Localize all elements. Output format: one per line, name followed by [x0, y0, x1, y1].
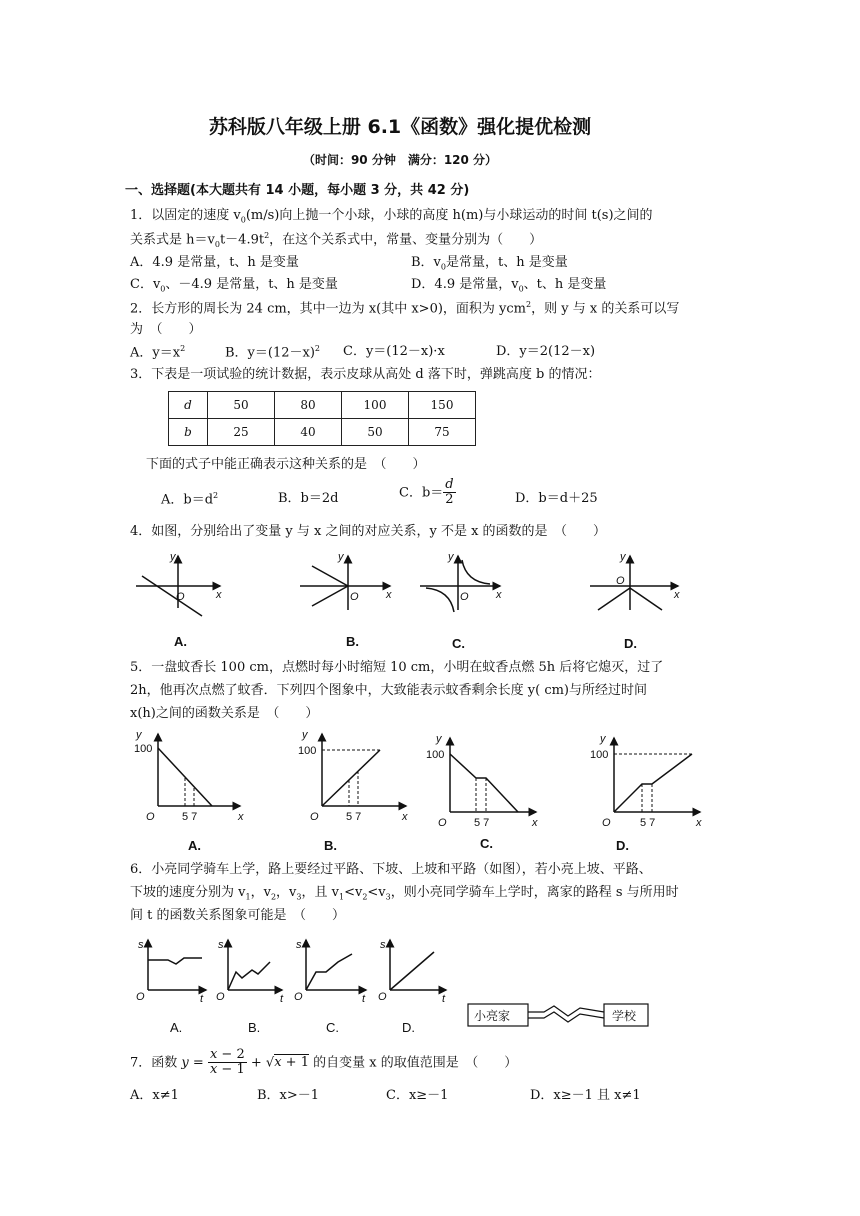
q2-text: 2．长方形的周长为 24 cm，其中一边为 x(其中 x>0)，面积为 ycm — [130, 301, 527, 317]
q1-text: (m/s)向上抛一个小球，小球的高度 h(m)与小球运动的时间 t(s)之间的 — [245, 208, 653, 223]
q3-line2: 下面的式子中能正确表示这种关系的是 （ ） — [146, 457, 426, 472]
axis-label: s — [218, 939, 224, 951]
axis-label: s — [296, 939, 302, 951]
axis-label: y — [620, 551, 626, 563]
y-100-label: 100 — [298, 745, 317, 757]
q2-option-b: B．$y=(12-x)^2$ — [225, 344, 321, 361]
table-row — [169, 419, 476, 446]
axis-label: s — [138, 939, 144, 951]
axis-label: y — [600, 733, 606, 745]
fraction: $\frac{x - 2}{x - 1}$ — [209, 1047, 245, 1078]
q5-line1: 5．一盘蚊香长 100 cm，点燃时每小时缩短 10 cm，小明在蚊香点燃 5h 后将它熄灭，过了 — [130, 660, 664, 675]
axis-label: t — [362, 993, 366, 1005]
q7-option-a: A．x≠1 — [130, 1088, 179, 1103]
q7-option-c: C．x≥－1 — [386, 1088, 449, 1103]
q5-graphs — [130, 728, 730, 858]
q1-option-d-text: 、t、h 是变量 — [523, 277, 607, 292]
axis-label: x — [402, 811, 408, 823]
q5-line3: x(h)之间的函数关系是 （ ） — [130, 706, 319, 721]
graph-d-label: D. — [402, 1020, 415, 1035]
q1-option-c-text: C．v — [130, 277, 161, 292]
graph-b-label: B. — [324, 838, 337, 853]
graph-c — [420, 556, 500, 612]
axis-label: y — [448, 551, 454, 563]
fraction-denominator: 2 — [445, 492, 454, 508]
graph-a-label: A. — [170, 1020, 183, 1035]
q1-option-d: D．4.9 是常量，$v_0$、t、h 是变量 — [411, 277, 607, 294]
q6-line1: 6．小亮同学骑车上学，路上要经过平路、下坡、上坡和平路（如图），若小亮上坡、平路、 — [130, 862, 652, 877]
axis-label: x — [238, 811, 244, 823]
q6-text: ，则小亮同学骑车上学时，离家的路程 s 与所用时 — [390, 885, 679, 900]
q1-option-b: B．$v_0$是常量，t、h 是变量 — [411, 255, 568, 272]
q6-text: <v — [344, 885, 363, 900]
q1-option-c-text: 、－4.9 是常量，t、h 是变量 — [165, 277, 338, 292]
axis-label: s — [380, 939, 386, 951]
q7-text: 的自变量 x 的取值范围是 （ ） — [313, 1055, 518, 1071]
q1-option-b-text: 是常量，t、h 是变量 — [446, 255, 568, 270]
table-cell: 150 — [409, 392, 476, 419]
table-cell: b — [169, 419, 208, 446]
origin-label: O — [136, 991, 145, 1003]
page-title: 苏科版八年级上册 6.1《函数》强化提优检测 — [208, 116, 592, 138]
tick-labels: 5 7 — [346, 811, 362, 823]
origin-label: O — [294, 991, 303, 1003]
axis-label: y — [170, 551, 176, 563]
table-cell: d — [169, 392, 208, 419]
q6-line3: 间 t 的函数关系图象可能是 （ ） — [130, 908, 345, 923]
axis-label: t — [200, 993, 204, 1005]
q6-text: ，且 v — [301, 885, 339, 900]
q1-text: 关系式是 h＝v — [130, 232, 215, 248]
section-heading: 一、选择题(本大题共有 14 小题，每小题 3 分，共 42 分) — [125, 183, 470, 198]
graph-c-label: C. — [452, 636, 465, 651]
q2-option-a: A．$y=x^2$ — [130, 344, 186, 361]
table-cell: 75 — [409, 419, 476, 446]
table-cell: 40 — [275, 419, 342, 446]
y-100-label: 100 — [134, 743, 153, 755]
q2-option-a-text: A．y＝x — [130, 345, 181, 361]
graph-d-label: D. — [624, 636, 637, 651]
q2-option-d: D．y＝2(12－x) — [496, 344, 596, 359]
origin-label: O — [460, 591, 469, 603]
q3-data-table — [168, 391, 476, 446]
origin-label: O — [616, 575, 625, 587]
q1-text: ，在这个关系式中，常量、变量分别为（ ） — [269, 232, 543, 248]
axis-label: x — [216, 589, 222, 601]
table-cell: 100 — [342, 392, 409, 419]
q1-line2: 关系式是 $h=v_0t-4.9t^2$，在这个关系式中，常量、变量分别为（ ） — [130, 231, 543, 249]
axis-label: x — [496, 589, 502, 601]
graph-c-label: C. — [480, 836, 493, 851]
origin-label: O — [602, 817, 611, 829]
axis-label: t — [442, 993, 446, 1005]
q2-option-c: C．y＝(12－x)·x — [343, 344, 445, 359]
q1-text: t－4.9t — [219, 232, 265, 248]
axis-label: y — [302, 729, 308, 741]
q6-text: ，v — [250, 885, 271, 900]
page-subtitle: （时间：90 分钟 满分：120 分） — [302, 153, 498, 167]
axis-label: x — [386, 589, 392, 601]
q1-option-a: A．4.9 是常量，t、h 是变量 — [130, 255, 299, 270]
y-100-label: 100 — [426, 749, 445, 761]
fraction-numerator: d — [445, 477, 454, 492]
tick-labels: 5 7 — [474, 817, 490, 829]
q7-line1: 7．函数 y = $\frac{x - 2}{x - 1}$ + √x + 1 的自变量 x 的取值范围是 （ ） — [130, 1047, 518, 1078]
q3-option-d: D．b＝d＋25 — [515, 491, 598, 506]
q4-line1: 4．如图，分别给出了变量 y 与 x 之间的对应关系，y 不是 x 的函数的是 （ ） — [130, 524, 607, 539]
q7-option-d: D．x≥－1 且 x≠1 — [530, 1088, 641, 1103]
q6-line2: 下坡的速度分别为 $v_1$，$v_2$，$v_3$，且 $v_1<v_2<v_3$，则小亮同学骑车上学时，离家的路程 s 与所用时 — [130, 885, 679, 902]
axis-label: y — [436, 733, 442, 745]
table-row — [169, 392, 476, 419]
origin-label: O — [146, 811, 155, 823]
q6-graphs — [130, 934, 670, 1040]
tick-labels: 5 7 — [640, 817, 656, 829]
origin-label: O — [216, 991, 225, 1003]
q1-line1: 1．以固定的速度 $v_0(m/s)$向上抛一个小球，小球的高度 h(m)与小球运动的时间 t(s)之间的 — [130, 208, 653, 225]
origin-label: O — [310, 811, 319, 823]
q3-option-a: A．$b=d^2$ — [161, 491, 219, 508]
origin-label: O — [378, 991, 387, 1003]
q4-graphs — [130, 548, 690, 658]
q3-option-a-text: A．b＝d — [161, 492, 214, 508]
table-cell: 80 — [275, 392, 342, 419]
axis-label: t — [280, 993, 284, 1005]
graph-b — [300, 556, 390, 610]
origin-label: O — [176, 591, 185, 603]
axis-label: x — [696, 817, 702, 829]
axis-label: x — [674, 589, 680, 601]
q5-line2: 2h，他再次点燃了蚊香．下列四个图象中，大致能表示蚊香剩余长度 y( cm)与所经过时间 — [130, 683, 648, 698]
q1-text: 1．以固定的速度 v — [130, 208, 241, 223]
graph-b-label: B. — [248, 1020, 261, 1035]
graph-a-label: A. — [188, 838, 201, 853]
graph-d — [590, 556, 678, 610]
q3-option-c-text: C．b＝ — [399, 485, 444, 501]
table-cell: 50 — [208, 392, 275, 419]
q2-line2: 为 （ ） — [130, 322, 202, 337]
q2-line1: 2．长方形的周长为 24 cm，其中一边为 x(其中 x>0)，面积为 ycm$^2$，则 y 与 x 的关系可以写 — [130, 300, 680, 317]
y-100-label: 100 — [590, 749, 609, 761]
q6-text: <v — [367, 885, 386, 900]
origin-label: O — [438, 817, 447, 829]
origin-label: O — [350, 591, 359, 603]
q1-option-c: C．$v_0$、－4.9 是常量，t、h 是变量 — [130, 277, 338, 294]
q3-line1: 3．下表是一项试验的统计数据，表示皮球从高处 d 落下时，弹跳高度 b 的情况： — [130, 367, 601, 382]
q3-option-b: B．b＝2d — [278, 491, 339, 506]
q6-text: 下坡的速度分别为 v — [130, 885, 246, 900]
q1-option-b-text: B．v — [411, 255, 441, 270]
graph-d-label: D. — [616, 838, 629, 853]
graph-b-label: B. — [346, 634, 359, 649]
table-cell: 50 — [342, 419, 409, 446]
graph-a — [136, 556, 220, 616]
q3-option-c — [399, 478, 456, 508]
graph-a-label: A. — [174, 634, 187, 649]
tick-labels: 5 7 — [182, 811, 198, 823]
q2-text: ，则 y 与 x 的关系可以写 — [531, 301, 680, 317]
q7-text: 7．函数 — [130, 1055, 178, 1071]
axis-label: y — [338, 551, 344, 563]
q2-option-b-text: B．y＝(12－x) — [225, 345, 315, 361]
fraction — [443, 478, 455, 508]
sqrt-expression: √x + 1 — [265, 1055, 309, 1071]
q1-option-d-text: D．4.9 是常量，v — [411, 277, 519, 292]
home-label: 小亮家 — [474, 1009, 511, 1023]
graph-c-label: C. — [326, 1020, 339, 1035]
axis-label: y — [136, 729, 142, 741]
q7-option-b: B．x>－1 — [257, 1088, 320, 1103]
school-label: 学校 — [612, 1009, 637, 1023]
q6-text: ，v — [276, 885, 297, 900]
axis-label: x — [532, 817, 538, 829]
table-cell: 25 — [208, 419, 275, 446]
